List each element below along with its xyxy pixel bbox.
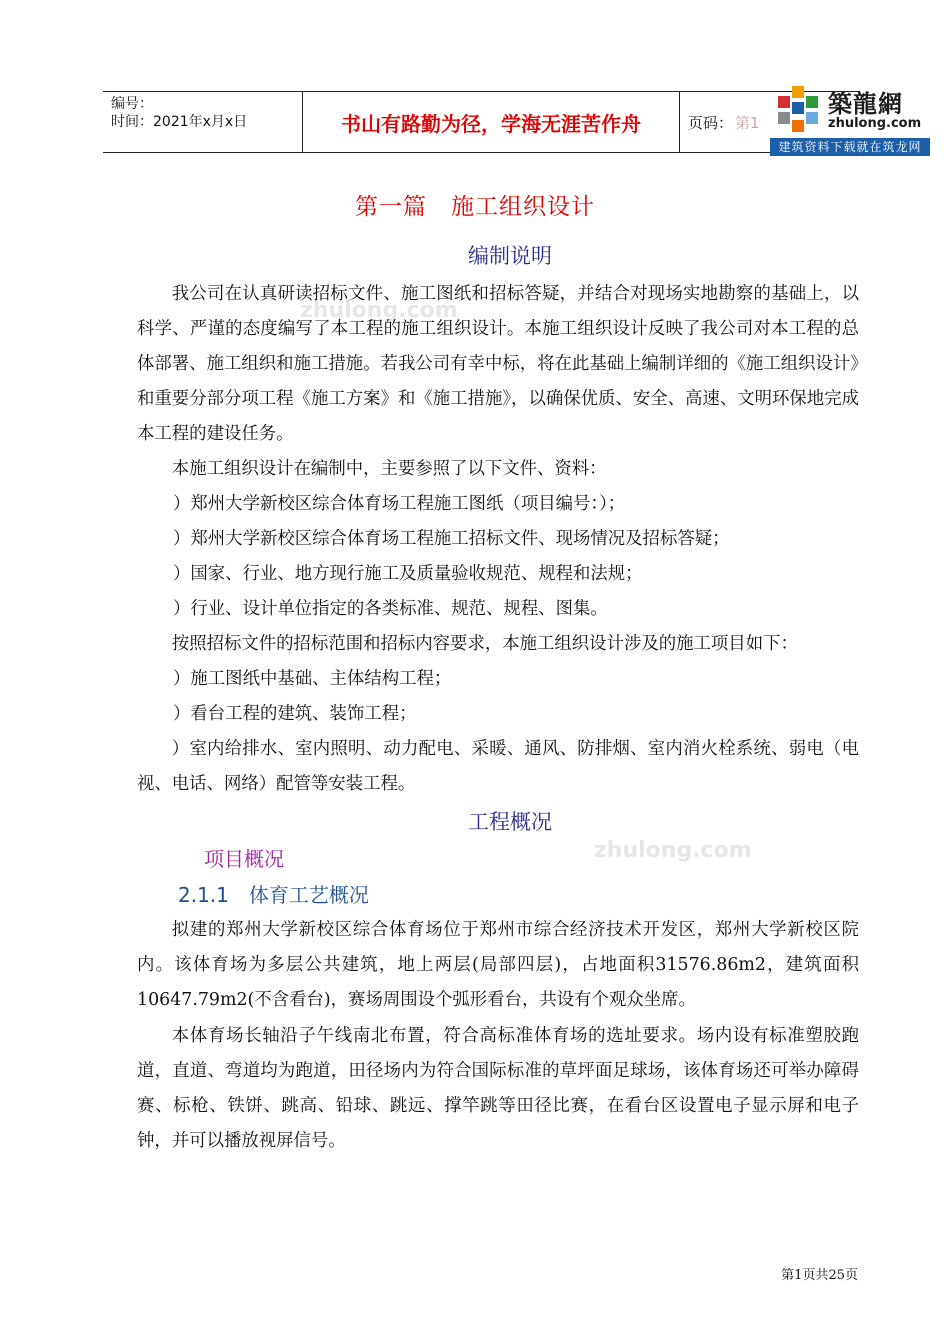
- paragraph-scope-intro: 按照招标文件的招标范围和招标内容要求，本施工组织设计涉及的施工项目如下：: [171, 634, 798, 654]
- document-title: 第一篇 施工组织设计: [355, 194, 595, 220]
- paragraph-layout: 本体育场长轴沿子午线南北布置，符合高标准体育场的选址要求。场内设有标准塑胶跑道，直道、弯道均为跑道，田径场内为符合国际标准的草坪面足球场，该体育场还可举办障碍赛、标枪、铁饼、跳高、铅球、跳远、撑竿跳等田径比赛，在看台区设置电子显示屏和电子钟，并可以播放视屏信号。: [137, 1026, 859, 1151]
- logo-slogan: 建筑资料下载就在筑龙网: [770, 138, 930, 156]
- zhulong-logo[interactable]: [770, 84, 930, 158]
- list-item-ref: ）郑州大学新校区综合体育场工程施工招标文件、现场情况及招标答疑；: [173, 529, 730, 549]
- logo-en-text: zhulong.com: [828, 116, 922, 131]
- list-item-ref: ）郑州大学新校区综合体育场工程施工图纸（项目编号：）；: [173, 494, 626, 514]
- page-footer: 第1页共25页: [781, 1268, 858, 1283]
- header-time: 时间：2021年x月x日: [111, 114, 248, 130]
- logo-cn-text: 築龍網: [828, 89, 903, 118]
- watermark: zhulong.com: [594, 838, 752, 863]
- paragraph-intro: 我公司在认真研读招标文件、施工图纸和招标答疑，并结合对现场实地勘察的基础上，以科学、严谨的态度编写了本工程的施工组织设计。本施工组织设计反映了我公司对本工程的总体部署、施工组织和施工措施。若我公司有幸中标，将在此基础上编制详细的《施工组织设计》和重要分部分项工程《施工方案》和《施工措施》，以确保优质、安全、高速、文明环保地完成本工程的建设任务。: [137, 284, 859, 444]
- subsubsection-heading-sports: 2.1.1 体育工艺概况: [178, 883, 369, 907]
- header-meta: [103, 92, 303, 152]
- paragraph-refs-intro: 本施工组织设计在编制中，主要参照了以下文件、资料：: [171, 459, 607, 479]
- section-heading-overview: 工程概况: [468, 810, 552, 834]
- list-item-ref: ）行业、设计单位指定的各类标准、规范、规程、图集。: [173, 599, 608, 619]
- paragraph-location: 拟建的郑州大学新校区综合体育场位于郑州市综合经济技术开发区，郑州大学新校区院内。该体育场为多层公共建筑，地上两层(局部四层)，占地面积31576.86m2，建筑面积10647.79m2(不含看台)，赛场周围设个弧形看台，共设有个观众坐席。: [137, 920, 859, 1010]
- logo-mark-icon: [772, 84, 826, 138]
- header-number: 编号：: [111, 96, 153, 112]
- header-motto: 书山有路勤为径，学海无涯苦作舟: [303, 92, 680, 152]
- section-heading-preparation: 编制说明: [468, 244, 552, 268]
- list-item-scope-install: ）室内给排水、室内照明、动力配电、采暖、通风、防排烟、室内消火栓系统、弱电（电视、电话、网络）配管等安装工程。: [137, 739, 859, 794]
- subsection-heading-project: 项目概况: [204, 847, 284, 871]
- list-item-scope: ）施工图纸中基础、主体结构工程；: [173, 669, 452, 689]
- page-header: [103, 91, 860, 153]
- header-page-label: 页码：: [688, 113, 734, 132]
- list-item-scope: ）看台工程的建筑、装饰工程；: [173, 704, 417, 724]
- list-item-ref: ）国家、行业、地方现行施工及质量验收规范、规程和法规；: [173, 564, 643, 584]
- watermark: zhulong.com: [300, 298, 458, 323]
- header-page-ghost: 第1: [735, 113, 760, 132]
